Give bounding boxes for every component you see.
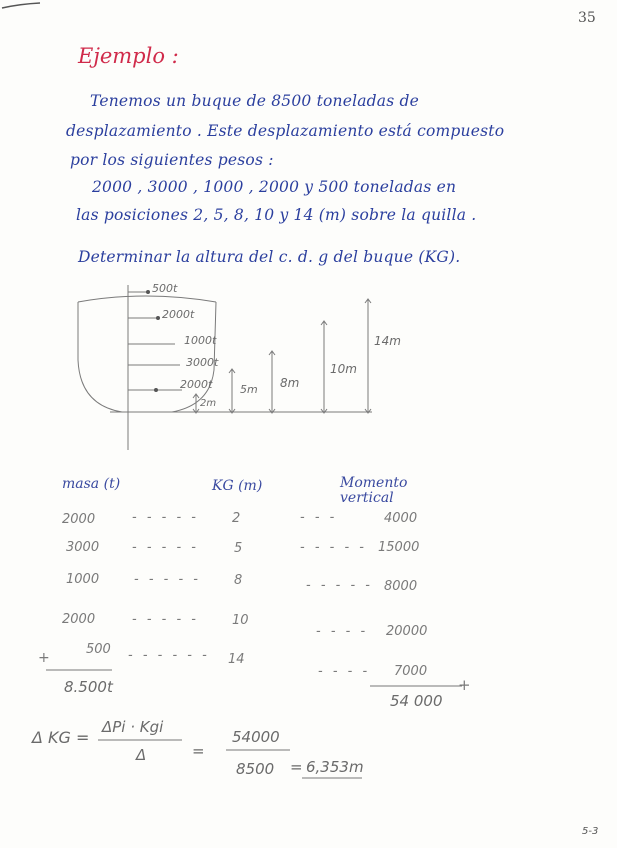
row-4-kg: 10 (232, 613, 249, 628)
height-label-14m: 14m (374, 334, 401, 348)
total-masa: 8.500t (64, 678, 113, 696)
formula-result: 6,353m (306, 758, 364, 776)
row-5-kg: 14 (228, 652, 245, 667)
header-masa: masa (t) (62, 476, 121, 492)
row-2-kg: 5 (234, 541, 243, 556)
page-footer: 5-3 (582, 826, 599, 837)
page-number: 35 (578, 10, 596, 26)
row-3-momento: 8000 (384, 579, 418, 594)
row-2-momento: 15000 (378, 540, 420, 555)
header-momento: Momento vertical (340, 475, 408, 506)
row-3-kg: 8 (234, 573, 243, 588)
row-4-momento: 20000 (386, 624, 428, 639)
formula-equals-2: = (290, 758, 303, 776)
row-5-dash: - - - - - - (128, 648, 210, 663)
row-3-dash: - - - - - (134, 572, 201, 587)
total-momento: 54 000 (390, 692, 443, 710)
height-label-8m: 8m (280, 376, 300, 390)
problem-line-5: las posiciones 2, 5, 8, 10 y 14 (m) sobre la quilla . (76, 206, 477, 224)
row-5-momento: 7000 (394, 664, 428, 679)
height-label-2m: 2m (200, 398, 217, 409)
weight-label-1000: 1000t (184, 334, 217, 347)
row-1-momento: 4000 (384, 511, 418, 526)
row-4-dash2: - - - - (316, 624, 369, 639)
row-1-kg: 2 (232, 511, 241, 526)
height-label-5m: 5m (240, 383, 258, 396)
formula-denominator: Δ (136, 746, 147, 764)
formula-numerator-2: 54000 (232, 728, 280, 746)
header-kg: KG (m) (212, 478, 263, 494)
formula-numerator: ΔPi · Kgi (102, 718, 164, 736)
row-2-dash: - - - - - (132, 540, 199, 555)
row-4-masa: 2000 (62, 612, 96, 627)
problem-line-2: desplazamiento . Este desplazamiento está compuesto (66, 122, 505, 140)
problem-line-3: por los siguientes pesos : (70, 151, 274, 169)
example-title: Ejemplo : (78, 44, 179, 68)
momento-plus: + (458, 676, 471, 694)
row-3-dash2: - - - - - (306, 578, 373, 593)
row-4-dash: - - - - - (132, 612, 199, 627)
formula-lhs: Δ KG = (32, 728, 90, 747)
problem-line-1: Tenemos un buque de 8500 toneladas de (90, 92, 420, 110)
weight-label-3000: 3000t (186, 356, 219, 369)
row-5-dash2: - - - - (318, 664, 371, 679)
row-1-dash2: - - - (300, 510, 338, 525)
row-5-masa: 500 (86, 642, 111, 657)
problem-line-6: Determinar la altura del c. d. g del buque (KG). (78, 248, 461, 266)
row-2-masa: 3000 (66, 540, 100, 555)
row-2-dash2: - - - - - (300, 540, 367, 555)
weight-label-2000-bottom: 2000t (180, 378, 213, 391)
weight-label-2000-top: 2000t (162, 308, 195, 321)
weight-label-500: 500t (152, 282, 178, 295)
height-label-10m: 10m (330, 362, 357, 376)
row-3-masa: 1000 (66, 572, 100, 587)
row-1-dash: - - - - - (132, 510, 199, 525)
formula-equals-1: = (192, 742, 205, 760)
problem-line-4: 2000 , 3000 , 1000 , 2000 y 500 toneladas en (92, 178, 457, 196)
formula-denominator-2: 8500 (236, 760, 275, 778)
row-5-plus: + (38, 650, 50, 666)
row-1-masa: 2000 (62, 512, 96, 527)
